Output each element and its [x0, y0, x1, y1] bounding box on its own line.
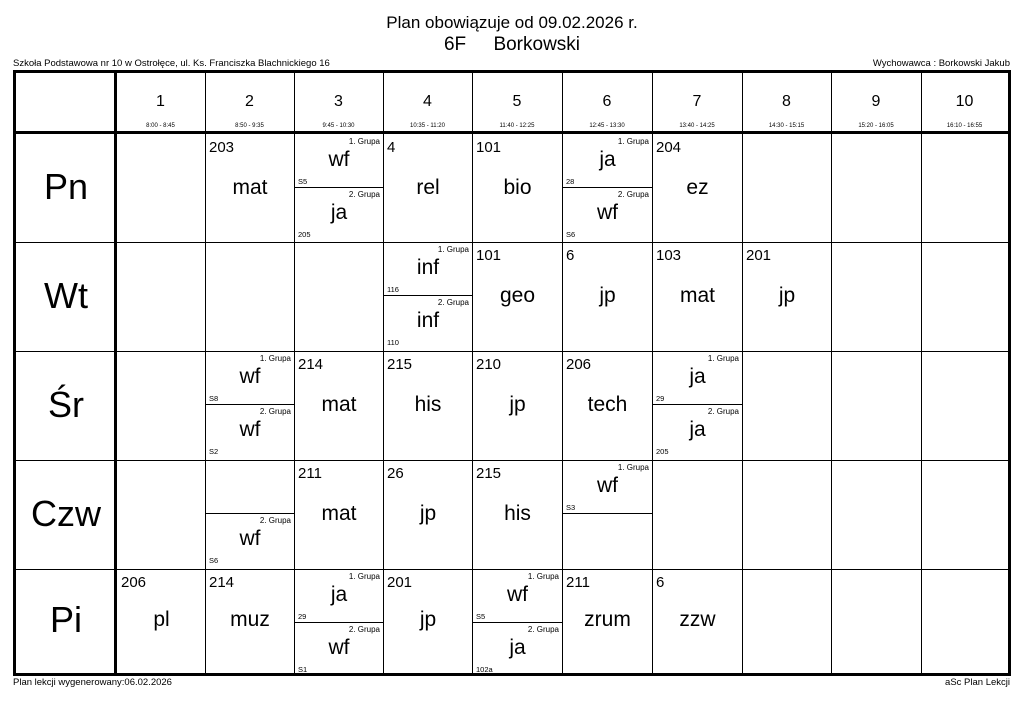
class-teacher-short: Borkowski	[493, 34, 581, 55]
period-number: 10	[955, 93, 974, 110]
grid-column-line	[742, 73, 743, 673]
subject-name: ez	[686, 175, 709, 199]
group-divider	[563, 513, 652, 514]
lesson-cell	[743, 243, 831, 351]
group-lesson	[653, 352, 742, 405]
room-number: 101	[476, 139, 502, 156]
room-number: 211	[566, 574, 590, 591]
period-number: 5	[512, 93, 522, 110]
day-label: Pn	[43, 165, 89, 207]
subject-name: zrum	[584, 608, 631, 631]
group-lesson	[384, 243, 472, 296]
subject-name: mat	[679, 283, 715, 307]
day-label: Śr	[48, 383, 84, 425]
subject-name: ja	[330, 583, 348, 606]
lesson-cell	[384, 243, 472, 351]
group-lesson	[563, 135, 652, 188]
subject-name: pl	[153, 608, 170, 631]
group-label: 2. Grupa	[348, 190, 380, 199]
subject-name: ja	[509, 636, 526, 659]
subject-name: jp	[419, 501, 437, 525]
room-number: 204	[656, 139, 682, 156]
subject-name: mat	[232, 175, 268, 199]
group-lesson	[653, 405, 742, 458]
school-name: Szkoła Podstawowa nr 10 w Ostrołęce, ul. Ks. Franciszka Blachnickiego 16	[13, 58, 330, 69]
room-number: 205	[298, 230, 311, 239]
group-divider	[384, 295, 472, 296]
room-number: 214	[209, 574, 235, 591]
room-number: 203	[209, 139, 235, 156]
room-number: 29	[298, 612, 307, 621]
lesson-cell	[206, 135, 294, 242]
room-number: S8	[209, 394, 219, 403]
subject-name: jp	[419, 608, 437, 631]
group-divider	[653, 404, 742, 405]
lesson-cell	[563, 135, 652, 242]
lesson-cell	[295, 352, 383, 460]
subject-name: tech	[587, 392, 628, 416]
group-label: 1. Grupa	[527, 572, 559, 581]
group-lesson	[206, 352, 294, 405]
group-label: 1. Grupa	[348, 137, 380, 146]
group-lesson	[295, 570, 383, 623]
lesson-cell	[384, 461, 472, 569]
class-teacher: Wychowawca : Borkowski Jakub	[872, 58, 1010, 69]
subject-name: bio	[503, 175, 532, 199]
period-time: 14:30 - 15:15	[768, 123, 805, 129]
lesson-cell	[295, 135, 383, 242]
subject-name: geo	[499, 283, 536, 307]
room-number: 110	[387, 338, 399, 347]
period-number: 1	[156, 93, 165, 110]
period-header	[472, 73, 562, 133]
subject-name: inf	[416, 256, 440, 279]
group-label: 1. Grupa	[707, 354, 739, 363]
lesson-cell	[473, 135, 562, 242]
period-time: 9:45 - 10:30	[322, 123, 355, 129]
period-number: 9	[871, 93, 881, 110]
lesson-cell	[384, 135, 472, 242]
period-time: 13:40 - 14:25	[679, 123, 715, 129]
group-label: 1. Grupa	[617, 463, 649, 472]
period-header	[383, 73, 472, 133]
group-divider	[206, 513, 294, 514]
room-number: S6	[209, 556, 219, 565]
period-time: 8:50 - 9:35	[235, 123, 264, 129]
day-label: Wt	[44, 274, 88, 316]
group-label: 2. Grupa	[617, 190, 649, 199]
period-number: 4	[423, 93, 432, 110]
group-label: 2. Grupa	[437, 298, 469, 307]
room-number: 215	[387, 356, 413, 373]
group-lesson	[473, 570, 562, 623]
timetable-grid	[13, 70, 1011, 676]
group-label: 2. Grupa	[707, 407, 739, 416]
period-number: 8	[782, 93, 791, 110]
period-time: 10:35 - 11:20	[410, 123, 445, 129]
lesson-cell	[653, 243, 742, 351]
subject-name: his	[414, 392, 442, 416]
room-number: 211	[298, 465, 322, 482]
software-name: aSc Plan Lekcji	[945, 677, 1010, 688]
period-header	[116, 73, 205, 133]
lesson-cell	[473, 352, 562, 460]
subject-name: ja	[689, 418, 706, 441]
room-number: 215	[476, 465, 502, 482]
room-number: 4	[387, 139, 396, 156]
lesson-cell	[563, 461, 652, 569]
lesson-cell	[384, 352, 472, 460]
group-label: 1. Grupa	[437, 245, 469, 254]
room-number: 205	[656, 447, 669, 456]
day-label: Czw	[31, 492, 101, 534]
lesson-cell	[206, 570, 294, 673]
grid-column-line	[831, 73, 832, 673]
room-number: S2	[209, 447, 219, 456]
period-number: 7	[692, 93, 702, 110]
lesson-cell	[563, 352, 652, 460]
grid-column-line	[921, 73, 922, 673]
period-header	[294, 73, 383, 133]
group-divider	[473, 622, 562, 623]
room-number: 116	[387, 285, 399, 294]
group-divider	[206, 404, 294, 405]
subject-name: jp	[509, 392, 526, 416]
room-number: 6	[656, 574, 665, 591]
group-lesson	[206, 514, 294, 567]
room-number: 101	[476, 247, 502, 264]
subject-name: ja	[599, 148, 616, 171]
subject-name: wf	[239, 365, 261, 388]
subject-name: zzw	[679, 608, 716, 631]
subject-name: wf	[597, 474, 618, 497]
room-number: S5	[476, 612, 486, 621]
class-heading	[0, 34, 1024, 56]
subject-name: wf	[239, 418, 261, 441]
period-header	[921, 73, 1008, 133]
room-number: 206	[121, 574, 147, 591]
period-time: 12:45 - 13:30	[589, 123, 625, 129]
period-number: 6	[602, 93, 612, 110]
room-number: S1	[298, 665, 308, 673]
subject-name: rel	[416, 175, 440, 199]
generated-date: Plan lekcji wygenerowany:06.02.2026	[13, 677, 172, 688]
room-number: 214	[298, 356, 324, 373]
group-label: 2. Grupa	[259, 407, 291, 416]
lesson-cell	[473, 243, 562, 351]
period-time: 11:40 - 12:25	[499, 123, 535, 129]
lesson-cell	[206, 352, 294, 460]
subject-name: ja	[330, 201, 348, 224]
room-number: 103	[656, 247, 682, 264]
subject-name: mat	[321, 501, 357, 525]
subject-name: jp	[599, 283, 616, 307]
group-divider	[295, 187, 383, 188]
group-lesson	[473, 623, 562, 673]
lesson-cell	[295, 461, 383, 569]
subject-name: his	[504, 501, 531, 525]
room-number: 29	[656, 394, 665, 403]
group-label: 2. Grupa	[259, 516, 291, 525]
room-number: S5	[298, 177, 308, 186]
period-header	[831, 73, 921, 133]
lesson-cell	[295, 570, 383, 673]
room-number: 26	[387, 465, 404, 482]
group-label: 1. Grupa	[348, 572, 380, 581]
lesson-cell	[473, 461, 562, 569]
subject-name: wf	[239, 527, 261, 550]
room-number: S3	[566, 503, 576, 512]
period-header	[652, 73, 742, 133]
room-number: 210	[476, 356, 502, 373]
lesson-cell	[653, 352, 742, 460]
room-number: S6	[566, 230, 576, 239]
group-lesson	[295, 188, 383, 241]
group-lesson	[295, 623, 383, 673]
group-label: 1. Grupa	[259, 354, 291, 363]
day-label: Pi	[49, 599, 82, 640]
subject-name: inf	[416, 309, 440, 332]
period-header	[205, 73, 294, 133]
group-label: 2. Grupa	[527, 625, 559, 634]
subject-name: wf	[328, 148, 350, 171]
group-lesson	[384, 296, 472, 349]
period-time: 15:20 - 16:05	[858, 123, 894, 129]
lesson-cell	[473, 570, 562, 673]
group-divider	[563, 187, 652, 188]
period-header	[742, 73, 831, 133]
lesson-cell	[118, 570, 205, 673]
plan-title: Plan obowiązuje od 09.02.2026 r.	[386, 13, 638, 32]
group-lesson	[206, 405, 294, 458]
period-header	[562, 73, 652, 133]
period-time: 8:00 - 8:45	[146, 123, 175, 129]
group-lesson	[563, 188, 652, 241]
period-number: 2	[245, 93, 254, 110]
lesson-cell	[563, 243, 652, 351]
subject-name: wf	[507, 583, 528, 606]
subject-name: wf	[328, 636, 350, 659]
subject-name: ja	[689, 365, 706, 388]
group-divider	[295, 622, 383, 623]
subject-name: jp	[778, 283, 796, 307]
period-time: 16:10 - 16:55	[946, 123, 983, 129]
group-lesson	[563, 461, 652, 514]
room-number: 6	[566, 247, 575, 264]
group-label: 2. Grupa	[348, 625, 380, 634]
grid-column-line	[114, 73, 117, 673]
lesson-cell	[206, 461, 294, 569]
group-label: 1. Grupa	[617, 137, 649, 146]
subject-name: mat	[321, 392, 357, 416]
lesson-cell	[653, 570, 742, 673]
subject-name: wf	[597, 201, 618, 224]
room-number: 206	[566, 356, 592, 373]
room-number: 102a	[476, 665, 493, 673]
room-number: 28	[566, 177, 575, 186]
class-name: 6F	[443, 34, 467, 55]
room-number: 201	[387, 574, 413, 591]
period-number: 3	[334, 93, 343, 110]
lesson-cell	[653, 135, 742, 242]
lesson-cell	[384, 570, 472, 673]
lesson-cell	[563, 570, 652, 673]
subject-name: muz	[230, 608, 270, 631]
room-number: 201	[746, 247, 772, 264]
group-lesson	[295, 135, 383, 188]
